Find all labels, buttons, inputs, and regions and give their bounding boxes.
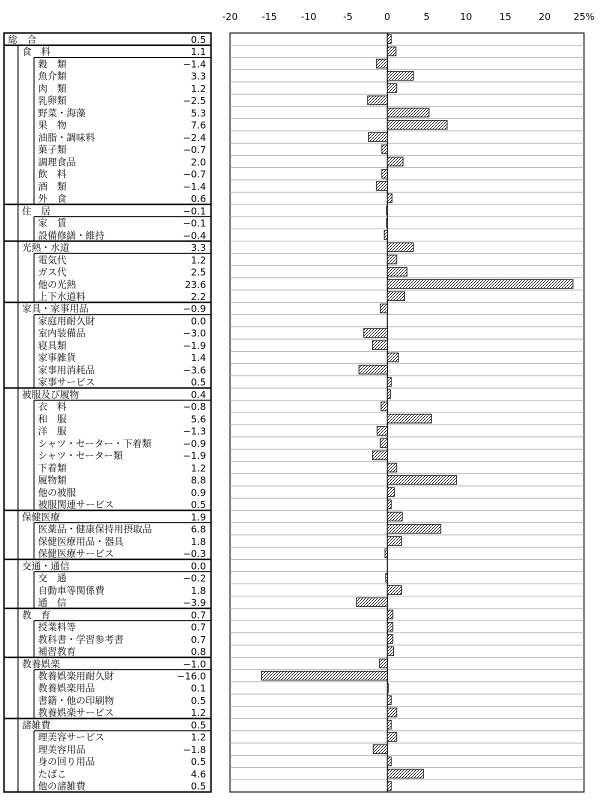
plot-area <box>230 33 584 792</box>
row-label: 他の諸雑費 <box>38 781 86 793</box>
row-value: −0.7 <box>182 169 206 181</box>
row-value: 0.5 <box>190 377 206 389</box>
row-value: 0.5 <box>190 781 206 793</box>
row-value: −1.9 <box>182 340 206 352</box>
x-tick-label: 5 <box>423 12 430 23</box>
row-label: 魚介類 <box>38 71 67 83</box>
row-value: 0.5 <box>190 720 206 732</box>
bar <box>387 206 388 215</box>
bar <box>387 684 388 693</box>
bar <box>387 157 403 166</box>
bar <box>387 708 396 717</box>
row-label: 光熱・水道 <box>22 243 70 255</box>
row-value: 0.7 <box>190 634 206 646</box>
row-value: −0.3 <box>182 549 206 561</box>
row-value: −3.6 <box>182 365 206 377</box>
bar <box>387 377 391 386</box>
bar <box>387 84 396 93</box>
row-label: 調理食品 <box>38 157 77 169</box>
row-value: 0.5 <box>190 500 206 512</box>
bar <box>387 108 429 117</box>
row-value: 2.0 <box>190 157 206 169</box>
row-label: 下着類 <box>38 463 67 475</box>
row-value: 1.9 <box>190 512 206 524</box>
bar <box>382 145 388 154</box>
row-label: 教養娯楽サービス <box>38 708 115 720</box>
row-label: 身の回り用品 <box>38 757 96 769</box>
bar <box>387 696 391 705</box>
row-label: 教養娯楽用耐久財 <box>38 671 115 683</box>
bar <box>387 120 447 129</box>
row-label: 肉 類 <box>38 83 67 95</box>
row-value: −1.3 <box>182 426 206 438</box>
row-label: 履物類 <box>38 475 67 487</box>
row-label: 自動車等関係費 <box>38 585 105 597</box>
row-label: 交 通 <box>38 573 67 585</box>
x-tick-label: -20 <box>222 12 238 23</box>
row-value: 0.5 <box>190 757 206 769</box>
row-value: 2.2 <box>190 292 206 304</box>
row-label: 教養娯楽用品 <box>38 683 96 695</box>
bar <box>381 402 387 411</box>
row-value: 1.2 <box>190 708 206 720</box>
row-label: シャツ・セーター・下着類 <box>38 438 152 450</box>
row-value: 0.4 <box>190 389 206 401</box>
bar <box>368 133 387 142</box>
bar <box>373 745 387 754</box>
bar <box>387 255 396 264</box>
row-label: 諸雑費 <box>22 720 51 732</box>
row-value: 8.8 <box>190 475 206 487</box>
row-value: 1.8 <box>190 536 206 548</box>
row-value: 3.3 <box>190 71 206 83</box>
bar <box>387 47 396 56</box>
row-label: 酒 類 <box>38 181 67 193</box>
row-value: 0.0 <box>190 316 206 328</box>
bar <box>387 280 573 289</box>
row-value: 5.3 <box>190 108 206 120</box>
bar <box>387 635 393 644</box>
bar <box>261 671 387 680</box>
bar <box>387 194 392 203</box>
row-label: 和 服 <box>38 414 67 426</box>
row-value: −1.0 <box>182 659 206 671</box>
bar <box>387 71 413 80</box>
x-tick-label: 0 <box>384 12 391 23</box>
bar <box>376 59 387 68</box>
row-label: 補習教育 <box>38 647 77 659</box>
row-value: 0.5 <box>190 695 206 707</box>
row-label: 上下水道料 <box>38 292 86 304</box>
row-value: 0.6 <box>190 194 206 206</box>
bar <box>387 610 393 619</box>
bar <box>387 463 396 472</box>
row-label: 家事サービス <box>38 377 96 389</box>
row-label: 保健医療サービス <box>38 549 115 561</box>
row-label: 被服及び履物 <box>22 389 80 401</box>
row-value: 1.4 <box>190 353 206 365</box>
row-label: 通 信 <box>38 598 67 610</box>
row-value: −0.2 <box>182 573 206 585</box>
bar <box>387 353 398 362</box>
bar <box>387 475 456 484</box>
row-label: 保健医療用品・器具 <box>38 536 124 548</box>
bar <box>357 598 388 607</box>
bar <box>376 182 387 191</box>
row-value: 0.7 <box>190 610 206 622</box>
row-label: 授業料等 <box>38 622 77 634</box>
bar <box>368 96 388 105</box>
x-tick-label: -10 <box>300 12 317 23</box>
row-label: 書籍・他の印刷物 <box>38 695 115 707</box>
row-label: 電気代 <box>38 255 67 267</box>
row-value: 2.5 <box>190 267 206 279</box>
row-label: 家事用消耗品 <box>38 365 96 377</box>
row-label: 教科書・学習参考書 <box>38 634 124 646</box>
row-label: 医薬品・健康保持用摂取品 <box>38 524 153 536</box>
bar <box>387 781 391 790</box>
row-value: −3.9 <box>182 598 206 610</box>
bar <box>387 292 404 301</box>
row-value: −1.9 <box>182 451 206 463</box>
row-label: 衣 料 <box>38 402 67 414</box>
bar <box>372 451 387 460</box>
row-value: 0.0 <box>190 561 206 573</box>
bar <box>385 549 387 558</box>
row-label: 寝具類 <box>38 340 67 352</box>
row-value: 1.2 <box>190 463 206 475</box>
row-value: −0.4 <box>182 230 206 242</box>
row-value: −2.4 <box>182 132 206 144</box>
bar <box>379 659 387 668</box>
row-value: −0.1 <box>182 218 206 230</box>
row-label: 被服関連サービス <box>38 500 115 512</box>
bar <box>377 426 387 435</box>
bar <box>386 573 388 582</box>
row-label: 理美容サービス <box>38 732 105 744</box>
row-label: 家 賃 <box>38 218 67 230</box>
bar <box>387 586 401 595</box>
row-value: 0.5 <box>190 34 206 46</box>
row-value: 0.1 <box>190 683 206 695</box>
bar <box>387 769 423 778</box>
bar <box>387 500 391 509</box>
bar <box>387 35 391 44</box>
x-tick-label: 15 <box>499 12 512 23</box>
bar <box>387 218 388 227</box>
bar <box>384 231 387 240</box>
row-value: 6.8 <box>190 524 206 536</box>
row-label: 家庭用耐久財 <box>38 316 96 328</box>
row-label: 家具・家事用品 <box>22 304 89 316</box>
row-label: 教養娯楽 <box>22 659 61 671</box>
row-value: 23.6 <box>184 279 206 291</box>
bar <box>387 488 394 497</box>
x-tick-label: -5 <box>343 12 353 23</box>
bar <box>364 329 388 338</box>
row-label: シャツ・セーター類 <box>38 451 123 463</box>
row-value: −0.1 <box>182 206 206 218</box>
row-label: 洋 服 <box>38 426 67 438</box>
row-value: 1.1 <box>190 47 206 59</box>
bar <box>380 439 387 448</box>
category-table <box>4 33 211 793</box>
row-label: 菓子類 <box>38 145 67 157</box>
row-label: 設備修繕・維持 <box>38 230 105 242</box>
bar <box>387 647 393 656</box>
row-label: 飲 料 <box>38 169 67 181</box>
row-label: たばこ <box>38 769 67 781</box>
row-label: 家事雑貨 <box>38 353 77 365</box>
bar <box>359 365 387 374</box>
row-label: 交通・通信 <box>22 561 70 573</box>
row-value: −0.9 <box>182 438 206 450</box>
row-label: 穀 類 <box>38 59 67 71</box>
row-value: 0.7 <box>190 622 206 634</box>
x-axis-ticks <box>222 12 594 23</box>
row-value: −0.8 <box>182 402 206 414</box>
row-label: 他の被服 <box>38 487 77 499</box>
row-value: −16.0 <box>176 671 206 683</box>
row-label: 野菜・海藻 <box>38 108 86 120</box>
bar <box>387 524 440 533</box>
bar <box>387 537 401 546</box>
row-value: 5.6 <box>190 414 206 426</box>
row-label: 住 居 <box>22 206 51 218</box>
row-value: 1.2 <box>190 83 206 95</box>
row-value: 4.6 <box>190 769 206 781</box>
row-label: 総 合 <box>8 34 37 46</box>
x-tick-label: 25% <box>573 12 595 23</box>
row-label: ガス代 <box>38 267 67 279</box>
row-value: −3.0 <box>182 328 206 340</box>
x-tick-label: 20 <box>538 12 551 23</box>
bar <box>382 169 388 178</box>
row-label: 教 育 <box>22 610 51 622</box>
bar <box>387 720 391 729</box>
row-value: 7.6 <box>190 120 206 132</box>
row-value: 3.3 <box>190 243 206 255</box>
row-value: 0.8 <box>190 647 206 659</box>
row-value: −1.4 <box>182 181 206 193</box>
row-value: 1.8 <box>190 585 206 597</box>
x-tick-label: 10 <box>459 12 473 23</box>
bar <box>372 341 387 350</box>
row-value: 0.9 <box>190 487 206 499</box>
row-label: 食 料 <box>22 47 51 59</box>
bar <box>387 512 402 521</box>
row-value: −1.4 <box>182 59 206 71</box>
bar <box>387 414 431 423</box>
bar <box>387 733 396 742</box>
row-label: 外 食 <box>38 194 67 206</box>
row-value: −1.8 <box>182 744 206 756</box>
row-label: 室内装備品 <box>38 328 86 340</box>
row-label: 油脂・調味料 <box>38 132 96 144</box>
row-value: −0.7 <box>182 145 206 157</box>
bar <box>387 622 393 631</box>
x-tick-label: -15 <box>261 12 278 23</box>
row-value: −2.5 <box>182 96 206 108</box>
bar <box>380 304 387 313</box>
row-value: 1.2 <box>190 255 206 267</box>
bar <box>387 757 391 766</box>
row-label: 乳卵類 <box>38 96 67 108</box>
bar <box>387 243 413 252</box>
row-label: 他の光熱 <box>38 279 77 291</box>
bar <box>387 390 390 399</box>
row-value: −0.9 <box>182 304 206 316</box>
row-label: 果 物 <box>38 120 67 132</box>
row-label: 理美容用品 <box>38 744 86 756</box>
row-value: 1.2 <box>190 732 206 744</box>
bar <box>387 267 407 276</box>
row-label: 保健医療 <box>22 512 61 524</box>
